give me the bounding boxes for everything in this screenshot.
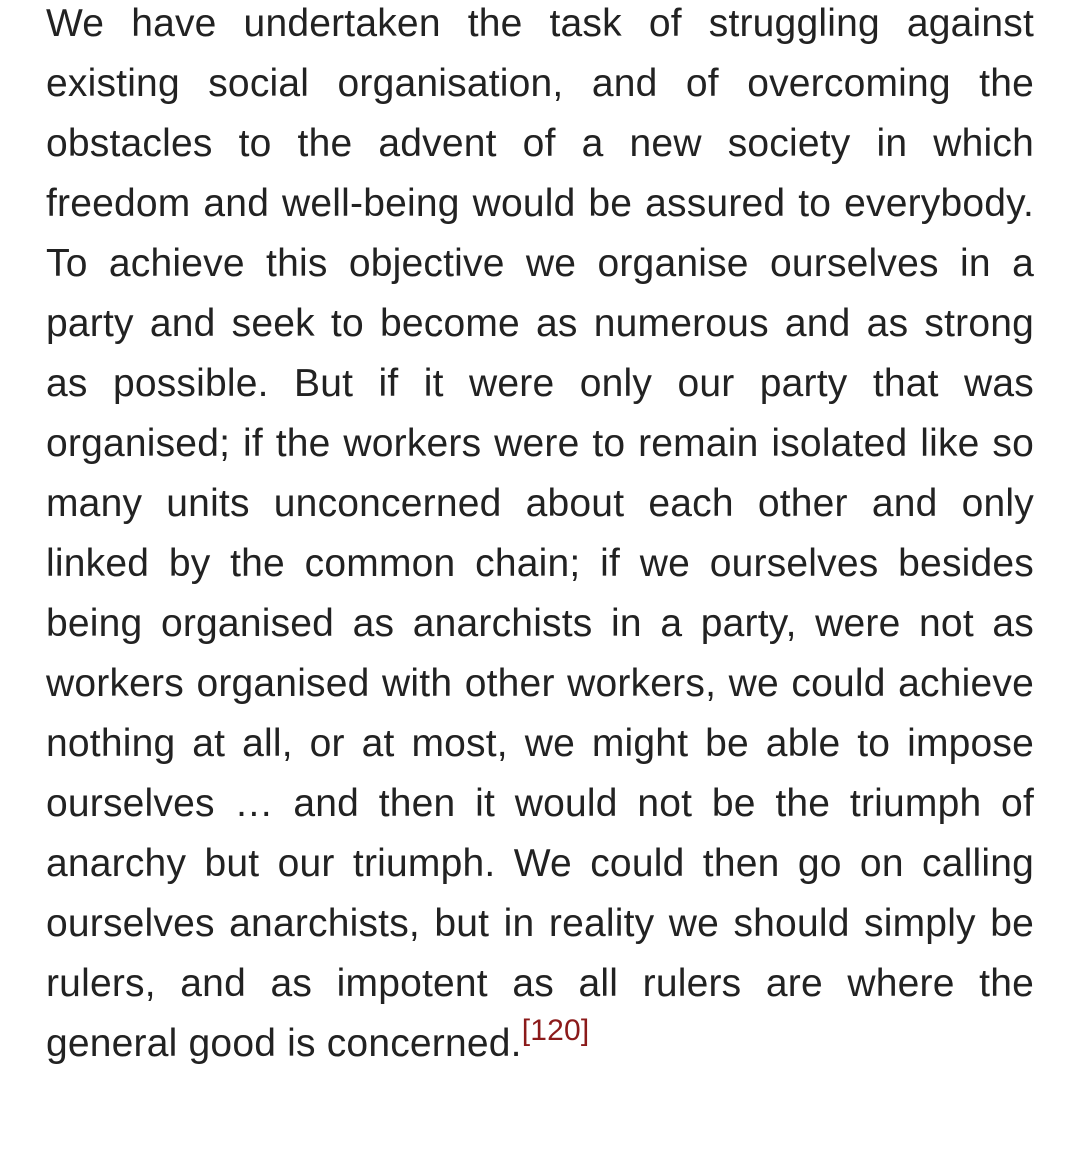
paragraph-text: We have undertaken the task of struggling against existing social organisation, and of overcoming the obstacles to the advent of a new society in which freedom and well-being would be assured to everybody. To achieve this objective we organise ourselves in a party and seek to become as numerous and as strong as possible. But if it were only our party that was organised; if the workers were to remain isolated like so many units unconcerned about each other and only linked by the common chain; if we ourselves besides being organised as anarchists in a party, were not as workers organised with other workers, we could achieve nothing at all, or at most, we might be able to impose ourselves … and then it would not be the triumph of anarchy but our triumph. We could then go on calling ourselves anarchists, but in reality we should simply be rulers, and as impotent as all rulers are where the general good is concerned. (46, 2, 1034, 1065)
article-body (46, 0, 1034, 1074)
footnote-link[interactable]: [120] (521, 1014, 590, 1047)
quote-paragraph (46, 0, 1034, 1074)
